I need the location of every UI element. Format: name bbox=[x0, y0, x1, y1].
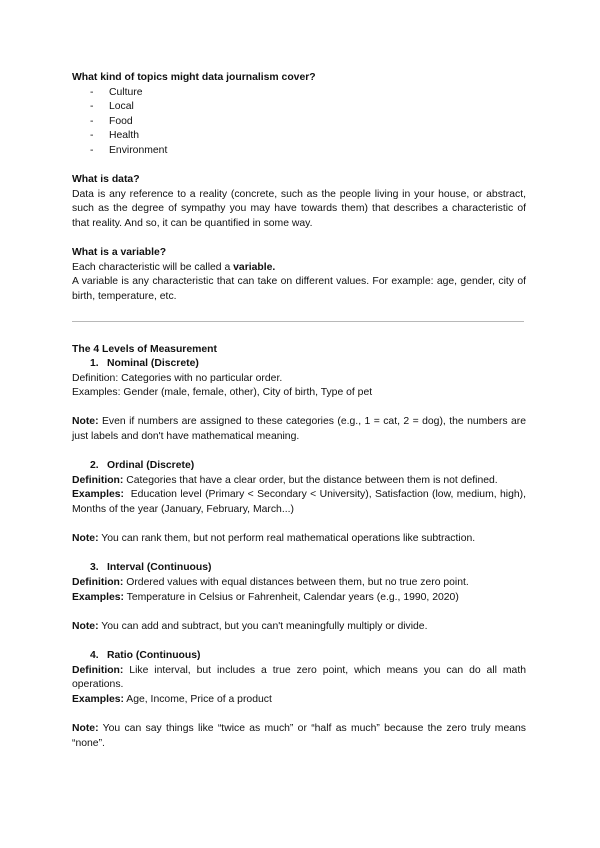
level-ordinal-heading: 2. Ordinal (Discrete) bbox=[90, 460, 195, 472]
ratio-definition: Definition: Like interval, but includes a true zero point, which means you can do all math operations. bbox=[72, 664, 526, 691]
list-item: - Environment bbox=[72, 144, 526, 159]
variable-intro: Each characteristic will be called a variable. bbox=[72, 261, 276, 273]
ratio-examples: Examples: Age, Income, Price of a product bbox=[72, 693, 272, 705]
interval-examples: Examples: Temperature in Celsius or Fahrenheit, Calendar years (e.g., 1990, 2020) bbox=[72, 591, 459, 603]
dash-bullet: - bbox=[90, 144, 94, 156]
variable-heading: What is a variable? bbox=[72, 247, 167, 259]
list-item: - Health bbox=[72, 129, 526, 144]
interval-note: Note: You can add and subtract, but you can't meaningfully multiply or divide. bbox=[72, 620, 428, 632]
level-ratio-heading: 4. Ratio (Continuous) bbox=[90, 649, 201, 661]
ordinal-note: Note: You can rank them, but not perform real mathematical operations like subtraction. bbox=[72, 533, 476, 545]
nominal-examples: Examples: Gender (male, female, other), City of birth, Type of pet bbox=[72, 387, 373, 399]
dash-bullet: - bbox=[90, 130, 94, 142]
level-nominal-heading: 1. Nominal (Discrete) bbox=[90, 358, 199, 370]
dash-bullet: - bbox=[90, 115, 94, 127]
dash-bullet: - bbox=[90, 101, 94, 113]
ordinal-examples: Examples: Education level (Primary < Secondary < University), Satisfaction (low, medium, high), Months of the year (January, February, March...) bbox=[72, 489, 529, 516]
levels-title: The 4 Levels of Measurement bbox=[72, 343, 217, 355]
list-item: - Culture bbox=[72, 86, 526, 101]
list-item: - Food bbox=[72, 115, 526, 130]
ratio-note: Note: You can say things like “twice as much” or “half as much” because the zero truly means “none”. bbox=[72, 722, 526, 749]
list-item: - Local bbox=[72, 100, 526, 115]
interval-definition: Definition: Ordered values with equal distances between them, but no true zero point. bbox=[72, 577, 469, 588]
data-paragraph: Data is any reference to a reality (concrete, such as the people living in your house, or abstract, such as the degree of sympathy you may have towards them) that describes a characteristic of that reality. And so, it can be quantified in some way. bbox=[72, 188, 526, 229]
variable-term: variable. bbox=[233, 261, 276, 273]
nominal-definition: Definition: Categories with no particular order. bbox=[72, 372, 283, 384]
document-page bbox=[72, 71, 529, 751]
variable-paragraph: A variable is any characteristic that can take on different values. For example: age, gender, city of birth, temperature, etc. bbox=[72, 276, 526, 302]
dash-bullet: - bbox=[90, 86, 94, 98]
topics-list bbox=[72, 86, 526, 159]
nominal-note: Note: Even if numbers are assigned to these categories (e.g., 1 = cat, 2 = dog), the numbers are just labels and don't have mathematical meaning. bbox=[72, 416, 526, 443]
topics-heading: What kind of topics might data journalism cover? bbox=[72, 72, 316, 83]
level-interval-heading: 3. Interval (Continuous) bbox=[90, 562, 212, 574]
ordinal-definition: Definition: Categories that have a clear order, but the distance between them is not defined. bbox=[72, 474, 498, 486]
data-heading: What is data? bbox=[72, 174, 140, 186]
